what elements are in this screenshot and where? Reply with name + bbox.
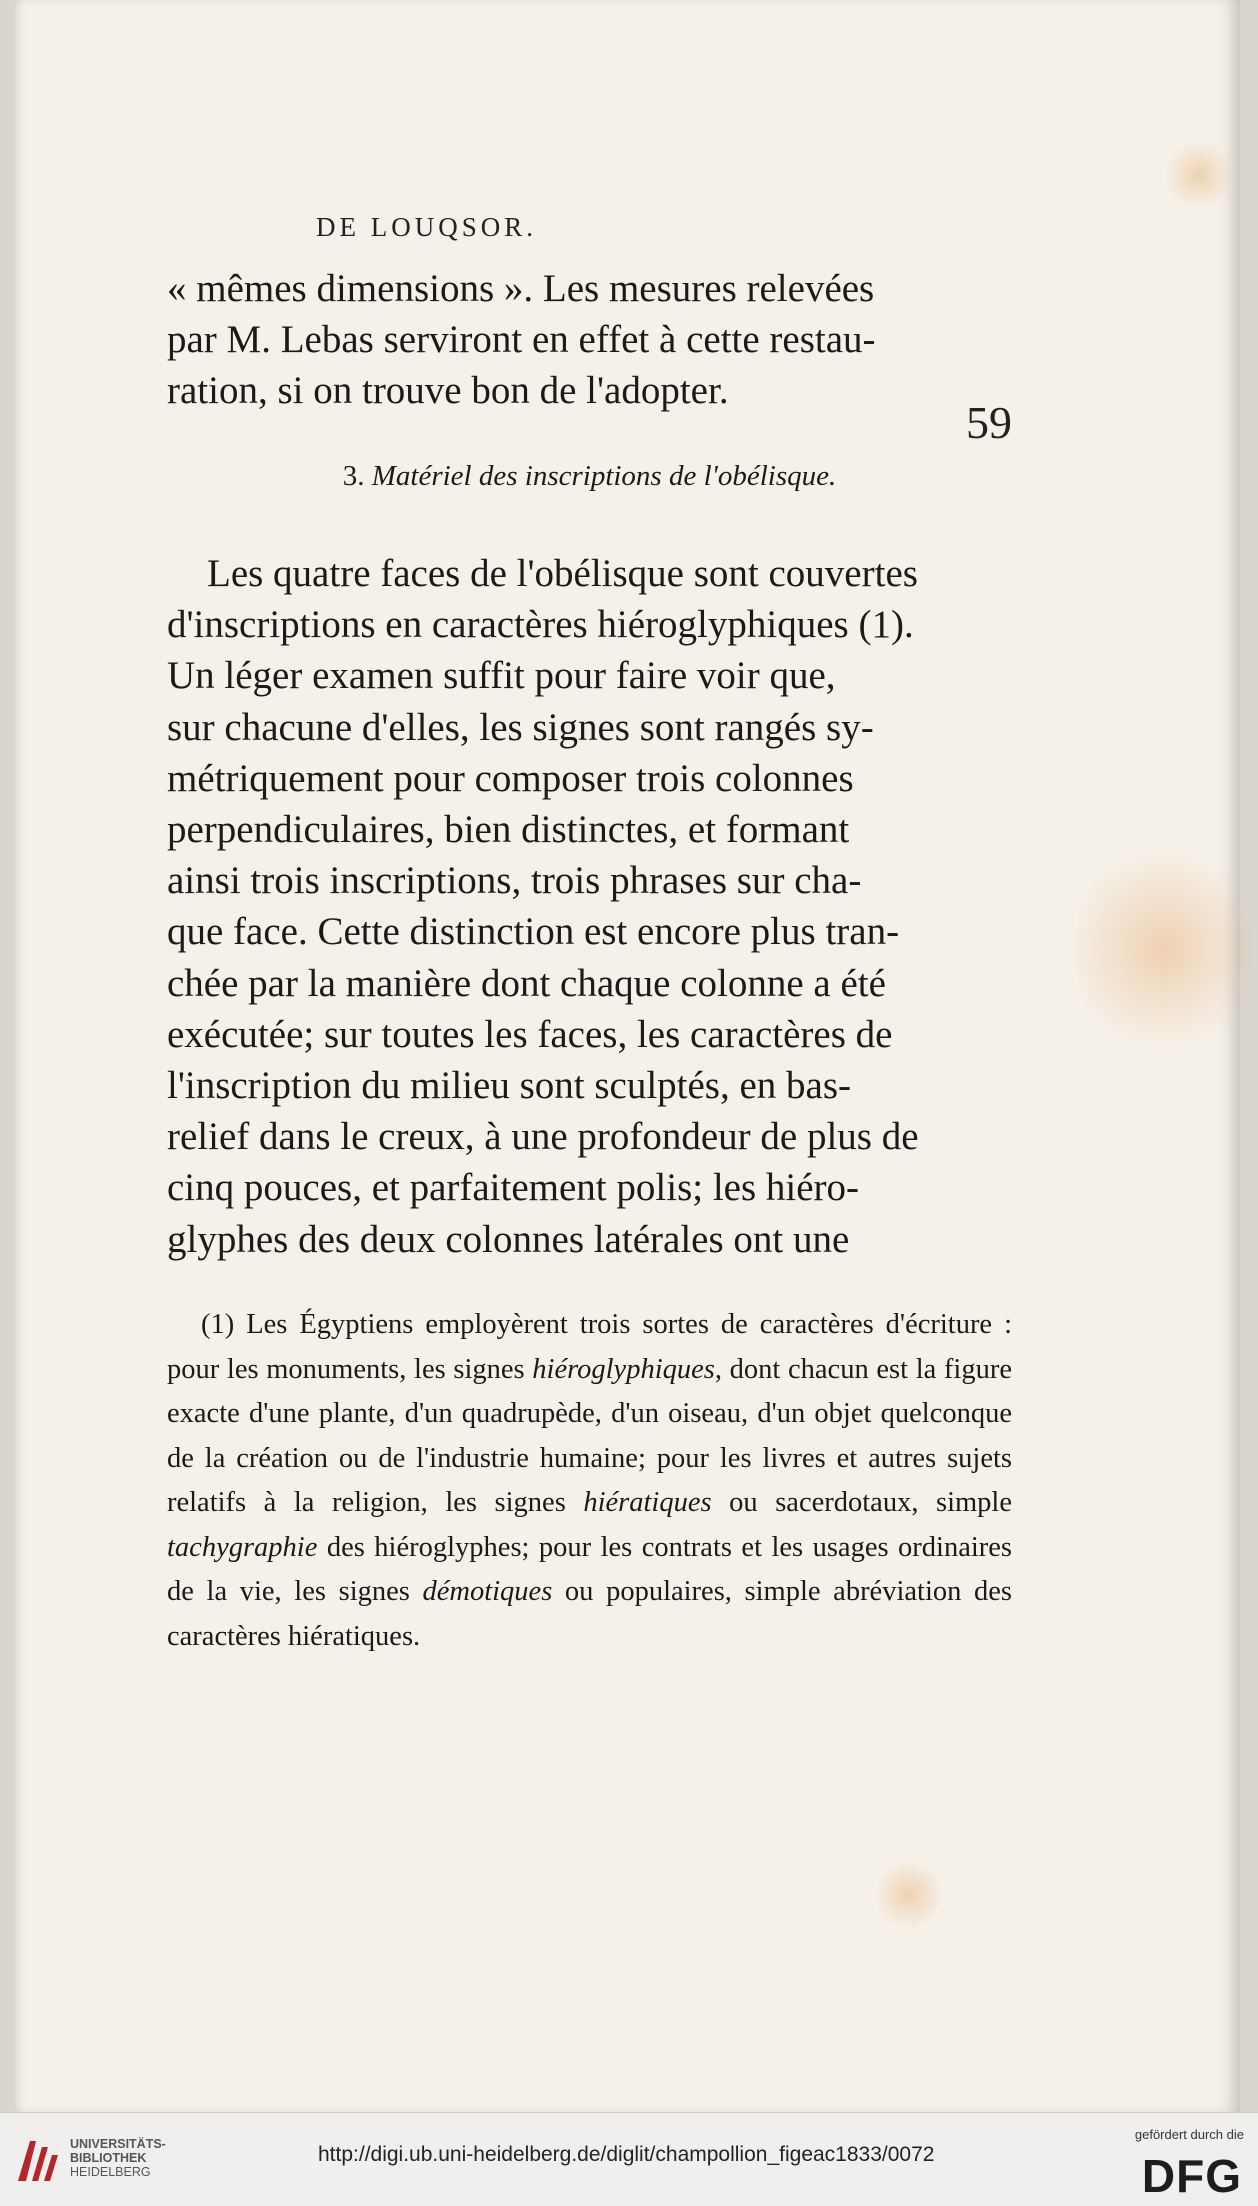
section-number: 3.: [342, 460, 365, 492]
dfg-logo: DFG: [1141, 2150, 1242, 2202]
footnote-text: Les Égyptiens employèrent trois sortes de caractères d'écriture : pour les monuments, les signes: [167, 1309, 1012, 1385]
library-name-line: UNIVERSITÄTS-: [70, 2137, 166, 2151]
footnote-block: [167, 1303, 1012, 1659]
footnote-term: hiéroglyphiques: [532, 1353, 715, 1385]
permalink-url[interactable]: http://digi.ub.uni-heidelberg.de/diglit/champollion_figeac1833/0072: [318, 2143, 935, 2166]
footnote-text: des hiéroglyphes; pour les contrats et les usages ordinaires de la vie, les signes: [167, 1531, 1012, 1607]
paper-stain: [1164, 140, 1234, 210]
footnote-marker: (1): [201, 1309, 235, 1340]
footnote-text: , dont chacun est la figure exacte d'une plante, d'un quadrupède, d'un oiseau, d'un objet quelconque de la création ou de l'industrie humaine; pour les livres et autres sujets relatifs à la religion, les signes: [167, 1353, 1012, 1518]
paper-stain: [1074, 840, 1254, 1060]
section-title-text: Matériel des inscriptions de l'obélisque.: [371, 460, 837, 492]
footnote-text: ou populaires, simple abréviation des caractères hiératiques.: [167, 1576, 1012, 1652]
footnote-term: tachygraphie: [167, 1531, 318, 1563]
footnote-term: démotiques: [422, 1576, 553, 1607]
section-title: [167, 460, 1012, 493]
library-name-line: BIBLIOTHEK: [70, 2151, 147, 2165]
footnote-text: ou sacerdotaux, simple: [711, 1487, 1012, 1518]
intro-paragraph: « mêmes dimensions ». Les mesures relevées par M. Lebas serviront en effet à cette restau- ration, si on trouve bon de l'adopter.: [167, 267, 876, 413]
main-paragraph: Les quatre faces de l'obélisque sont couvertes d'inscriptions en caractères hiéroglyphiques (1). Un léger examen suffit pour faire voir que, sur chacune d'elles, les signes sont rangés sy- métriquement pour composer trois colonnes perpendiculaires, bien distinctes, et formant ainsi trois inscriptions, trois phrases sur cha- que face. Cette distinction est encore plus tran- chée par la manière dont chaque colonne a été exécutée; sur toutes les faces, les caractères de l'inscription du milieu sont sculptés, en bas- relief dans le creux, à une profondeur de plus de cinq pouces, et parfaitement polis; les hiéro- glyphes des deux colonnes latérales ont une: [167, 552, 919, 1261]
main-paragraph-block: [167, 548, 1012, 1265]
library-name-line: HEIDELBERG: [70, 2165, 151, 2179]
page-number: 59: [966, 397, 1012, 448]
funded-by-label: gefördert durch die: [1134, 2127, 1244, 2142]
library-logo-icon: [12, 2133, 62, 2187]
footer-bar: [0, 2112, 1258, 2206]
library-name: [70, 2137, 166, 2179]
intro-paragraph-block: [167, 263, 1012, 417]
footnote-term: hiératiques: [583, 1487, 712, 1518]
running-head: DE LOUQSOR.: [316, 212, 538, 242]
footnote: [167, 1303, 1012, 1659]
paper-stain: [874, 1860, 944, 1930]
